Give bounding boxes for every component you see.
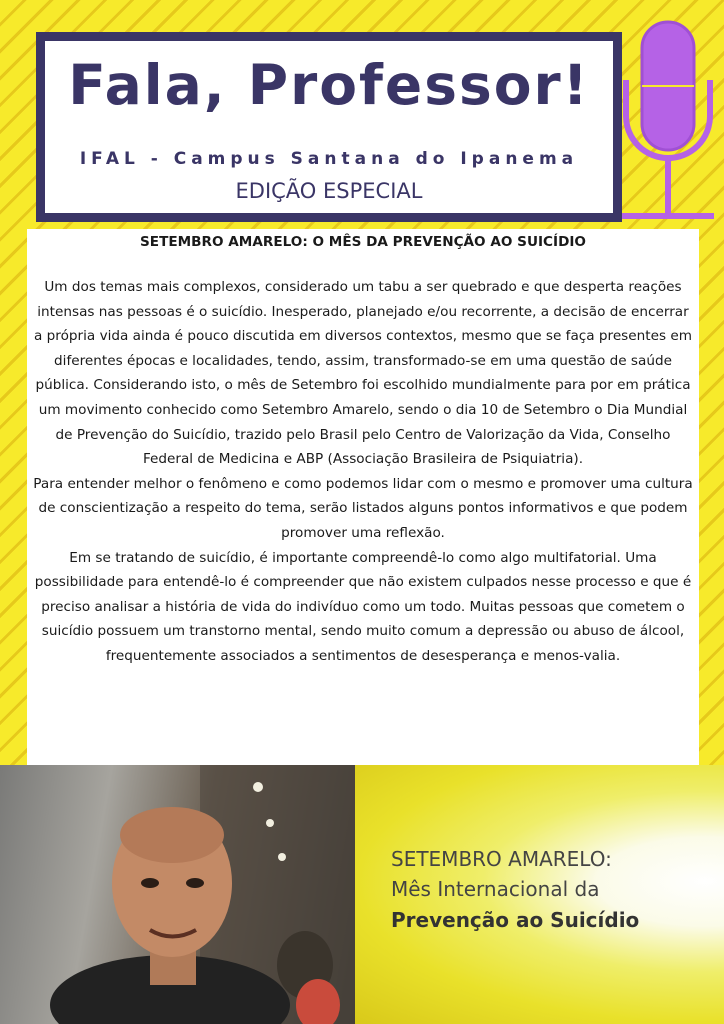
- banner-line-1: SETEMBRO AMARELO:: [391, 847, 612, 871]
- portrait-illustration: [0, 765, 355, 1024]
- professor-photo: [0, 765, 355, 1024]
- article-body: [27, 229, 699, 765]
- header-box: [36, 32, 622, 222]
- campaign-banner: [355, 765, 724, 1024]
- article-heading: SETEMBRO AMARELO: O MÊS DA PREVENÇÃO AO SUICÍDIO: [140, 234, 586, 250]
- microphone-icon: [618, 18, 718, 228]
- edition-label: EDIÇÃO ESPECIAL: [235, 179, 423, 203]
- campus-subtitle: IFAL - Campus Santana do Ipanema: [79, 149, 579, 169]
- article-paragraph-1: Um dos temas mais complexos, considerado um tabu a ser quebrado e que desperta reações intensas nas pessoas é o suicídio. Inesperado, planejado e/ou recorrente, a decisão de encerrar a própria vida ainda é pouco discutida em diversos contextos, mesmo que se faça presentes em diferentes épocas e localidades, tendo, assim, transformado-se em uma questão de saúde pública. Considerando isto, o mês de Setembro foi escolhido mundialmente para por em prática um movimento conhecido como Setembro Amarelo, sendo o dia 10 de Setembro o Dia Mundial de Prevenção do Suicídio, trazido pelo Brasil pelo Centro de Valorização da Vida, Conselho Federal de Medicina e ABP (Associação Brasileira de Psiquiatria).: [34, 279, 692, 468]
- article-paragraph-2: Para entender melhor o fenômeno e como podemos lidar com o mesmo e promover uma cultura de conscientização a respeito do tema, serão listados alguns pontos informativos e que podem promover uma reflexão.: [33, 475, 693, 541]
- article-paragraph-3: Em se tratando de suicídio, é importante compreendê-lo como algo multifatorial. Uma possibilidade para entendê-lo é compreender que não existem culpados nesse processo e que é preciso analisar a história de vida do indivíduo como um todo. Muitas pessoas que cometem o suicídio possuem um transtorno mental, sendo muito comum a depressão ou abuso de álcool, frequentemente associados a sentimentos de desesperança e menos-valia.: [34, 549, 692, 664]
- banner-line-2: Mês Internacional da: [391, 877, 600, 901]
- page-title: Fala, Professor!: [68, 53, 590, 117]
- banner-line-3: Prevenção ao Suicídio: [391, 908, 640, 932]
